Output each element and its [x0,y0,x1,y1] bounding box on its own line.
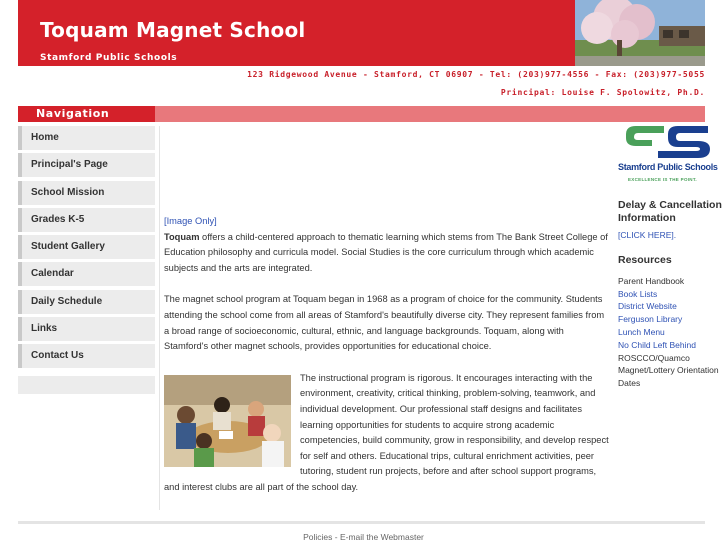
footer-divider [18,521,705,524]
image-only-link[interactable]: [Image Only] [164,216,217,226]
intro-text: offers a child-centered approach to thematic learning which stems from The Bank Street College of Education philosophy and curricula model. Social Studies is the core curriculum through which academic subjects and the arts are integrated. [164,231,608,273]
resource-magnet-lottery: Magnet/Lottery Orientation Dates [618,365,719,389]
stamford-public-schools-logo[interactable] [618,124,718,186]
logo-mark-icon [618,124,718,160]
instructional-program-paragraph: The instructional program is rigorous. It encourages interacting with the environment, creativity, critical thinking, problem-solving, teamwork, and individual development. Our professional staff designs and facilitates learning opportunities for students to acquire strong academic competencies, build community, grow in responsibility, and develop respect for self and others. Educational trips, cultural enrichment activities, peer tutoring, student run projects, before and after school support programs, and interest clubs are all part of the school day. [164,372,609,492]
school-address: 123 Ridgewood Avenue - Stamford, CT 06907 - Tel: (203)977-4556 - Fax: (203)977-5055 [247,70,705,79]
footer-separator: - [332,532,340,542]
site-title: Toquam Magnet School [40,18,306,42]
header-banner [18,0,575,66]
delay-cancellation-heading: Delay & Cancellation Information [618,199,722,224]
click-here-link[interactable]: [CLICK HERE]. [618,230,677,240]
navigation-bar [18,106,705,122]
nav-grades-k5[interactable]: Grades K-5 [18,208,155,232]
school-photo [575,0,705,66]
navigation-heading: Navigation [36,107,110,120]
resource-lunch-menu[interactable]: Lunch Menu [618,326,665,337]
resources-heading: Resources [618,253,672,266]
side-navigation [18,126,155,394]
classroom-photo [164,375,291,467]
site-subtitle: Stamford Public Schools [40,53,178,63]
resource-district-website[interactable]: District Website [618,301,677,312]
main-content [164,214,610,496]
nav-contact-us[interactable]: Contact Us [18,344,155,368]
resource-no-child-left-behind[interactable]: No Child Left Behind [618,339,696,350]
policies-link[interactable]: Policies [303,532,333,542]
content-divider [159,126,160,510]
principal-name: Principal: Louise F. Spolowitz, Ph.D. [500,88,705,97]
nav-student-gallery[interactable]: Student Gallery [18,235,155,259]
nav-links[interactable]: Links [18,317,155,341]
magnet-program-paragraph: The magnet school program at Toquam began in 1968 as a program of choice for the community. Students attending the school come from all areas of Stamford's beautifully diverse city. They represent families from a broad range of socioeconomic, cultural, ethnic, and language backgrounds. Toquam, along with Stamford's other magnet schools, provides opportunities for educational choice. [164,294,605,352]
resource-book-lists[interactable]: Book Lists [618,288,658,299]
right-sidebar [618,124,724,390]
resource-parent-handbook: Parent Handbook [618,275,685,286]
intro-paragraph [164,230,610,277]
resource-ferguson-library[interactable]: Ferguson Library [618,314,683,325]
nav-blank-spacer [18,376,155,394]
email-webmaster-link[interactable]: E-mail the Webmaster [339,532,424,542]
nav-school-mission[interactable]: School Mission [18,181,155,205]
nav-calendar[interactable]: Calendar [18,262,155,286]
logo-tagline: EXCELLENCE IS THE POINT. [628,177,697,182]
nav-daily-schedule[interactable]: Daily Schedule [18,290,155,314]
footer [0,532,727,542]
nav-principals-page[interactable]: Principal's Page [18,153,155,177]
logo-text: Stamford Public Schools [618,162,718,172]
intro-school-name: Toquam [164,231,200,242]
nav-home[interactable]: Home [18,126,155,150]
resource-roscco-quamco: ROSCCO/Quamco [618,352,690,363]
